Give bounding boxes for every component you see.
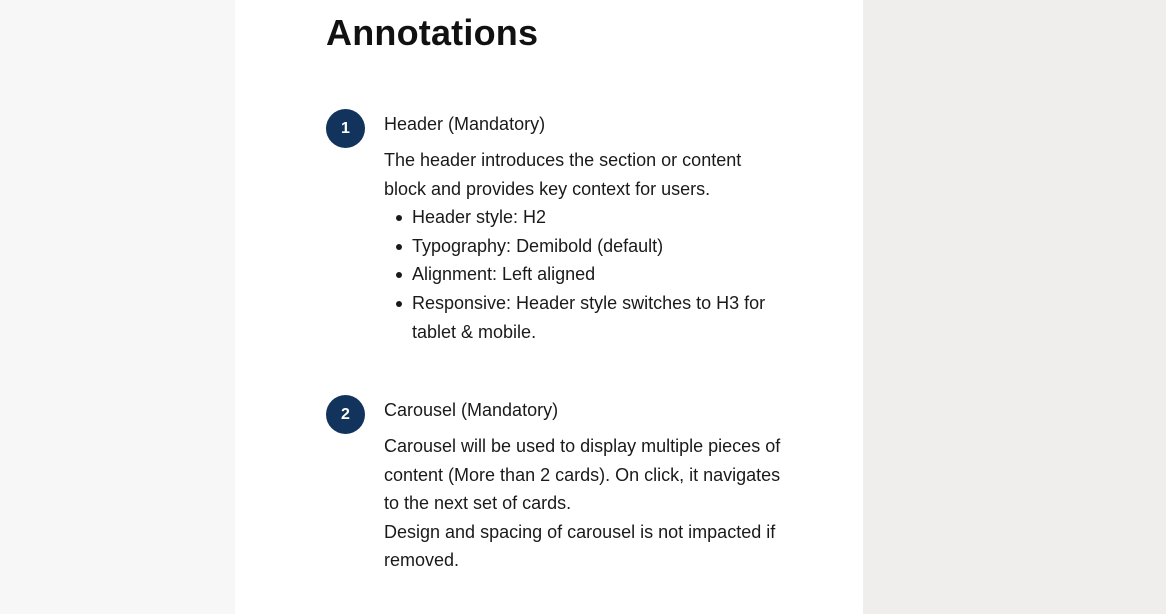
bullet-dot-icon	[396, 301, 402, 307]
annotation-description: The header introduces the section or content block and provides key context for users.	[384, 150, 742, 199]
bullet-text: Responsive: Header style switches to H3 for tablet & mobile.	[412, 292, 766, 342]
annotation-number-badge: 2	[326, 395, 365, 434]
page-title: Annotations	[326, 12, 539, 53]
annotation-body	[384, 432, 784, 575]
annotation-content	[384, 109, 784, 346]
annotation-description: Carousel will be used to display multiple pieces of content (More than 2 cards). On click, it navigates to the next set of cards.	[384, 436, 781, 514]
annotation-heading: Carousel (Mandatory)	[384, 400, 559, 420]
bullet-item	[384, 289, 784, 346]
right-background	[863, 0, 1166, 614]
left-background	[0, 0, 235, 614]
bullet-dot-icon	[396, 272, 402, 278]
bullet-item	[384, 203, 784, 232]
bullet-item	[384, 232, 784, 261]
bullet-dot-icon	[396, 244, 402, 250]
bullet-text: Header style: H2	[412, 207, 547, 228]
annotation-description-secondary: Design and spacing of carousel is not impacted if removed.	[384, 521, 776, 571]
annotation-body	[384, 146, 784, 346]
annotation-bullet-list	[384, 203, 784, 346]
bullet-dot-icon	[396, 215, 402, 221]
bullet-item	[384, 260, 784, 289]
annotation-heading: Header (Mandatory)	[384, 114, 546, 134]
annotation-number-badge: 1	[326, 109, 365, 148]
bullet-text: Alignment: Left aligned	[412, 264, 596, 285]
bullet-text: Typography: Demibold (default)	[412, 235, 664, 256]
annotation-content	[384, 395, 784, 575]
